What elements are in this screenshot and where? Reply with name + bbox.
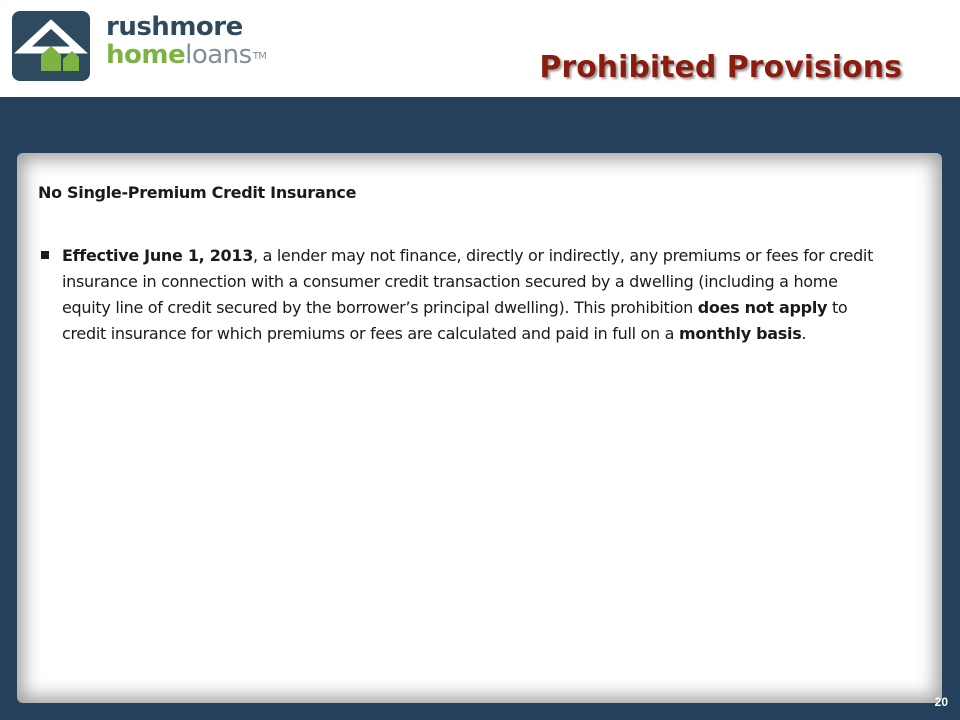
bullet-text-3: . (801, 324, 807, 343)
page-number: 20 (934, 695, 948, 709)
brand-name-home: home (106, 40, 186, 70)
brand-name-loans: loans (185, 40, 252, 70)
bullet-lead-bold: Effective June 1, 2013 (62, 246, 254, 265)
page-title: Prohibited Provisions (539, 50, 902, 85)
brand-name-homeloans (106, 40, 266, 70)
section-heading: No Single-Premium Credit Insurance (38, 183, 357, 202)
square-bullet-icon (41, 251, 49, 259)
bullet-text-1: , a lender may not finance, directly or indirectly, any premiums or fees for credit insurance in connection with a consumer credit transaction secured by a dwelling (including a home equity line of credit secured by the borrower’s principal dwelling). This prohibition (62, 246, 874, 317)
content-panel (17, 153, 942, 703)
bullet-bold-monthly-basis: monthly basis (678, 324, 802, 343)
trademark-mark: TM (252, 51, 267, 62)
bullet-bold-does-not-apply: does not apply (697, 298, 828, 317)
brand-name-rushmore: rushmore (106, 12, 243, 42)
bullet-text-2: to credit insurance for which premiums or fees are calculated and paid in full on a (62, 298, 848, 343)
slide-header (0, 0, 960, 97)
bullet-paragraph (62, 243, 882, 347)
house-icon (12, 11, 90, 81)
